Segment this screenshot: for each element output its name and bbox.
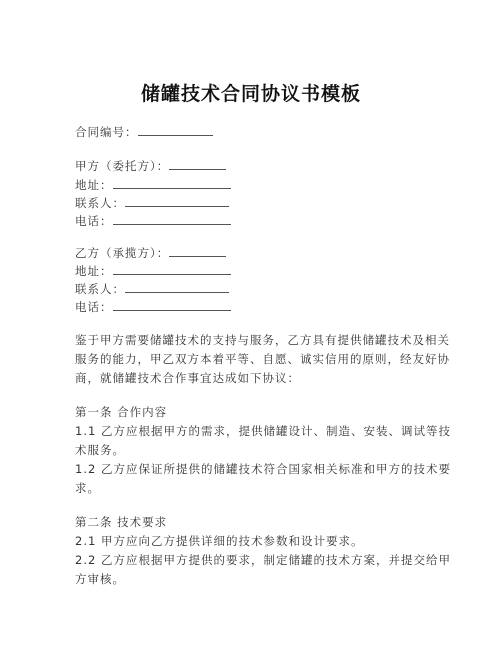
- article-2-line-1: 2.1 甲方应向乙方提供详细的技术参数和设计要求。: [75, 534, 364, 548]
- article-2-line-2: 2.2 乙方应根据甲方提供的要求，制定储罐的技术方案，并提交给甲: [75, 553, 451, 567]
- article-1-heading: 第一条 合作内容: [75, 405, 168, 419]
- article-1-line-3: 1.2 乙方应保证所提供的储罐技术符合国家相关标准和甲方的技术要: [75, 462, 451, 476]
- article-1-line-1: 1.1 乙方应根据甲方的需求，提供储罐设计、制造、安装、调试等技: [75, 424, 451, 438]
- contract-number-blank: [138, 125, 213, 136]
- party-b-heading: 乙方（承揽方）：: [75, 246, 170, 260]
- party-a-phone-label: 电话：: [75, 214, 113, 228]
- party-a-address-label: 地址：: [75, 178, 113, 192]
- party-b-address-line: [75, 263, 231, 279]
- party-a-contact-label: 联系人：: [75, 196, 125, 210]
- party-b-contact-label: 联系人：: [75, 282, 125, 296]
- article-2-line-3: 方审核。: [75, 572, 125, 586]
- party-b-address-blank: [113, 264, 231, 275]
- contract-number-label: 合同编号：: [75, 125, 138, 139]
- party-a-address-blank: [113, 178, 231, 189]
- article-1-line-2: 术服务。: [75, 443, 125, 457]
- party-b-name-blank: [169, 246, 226, 257]
- contract-number-line: [75, 124, 213, 140]
- article-2-heading: 第二条 技术要求: [75, 515, 168, 529]
- party-b-phone-blank: [113, 300, 231, 311]
- party-a-contact-line: [75, 195, 229, 211]
- party-b-phone-line: [75, 299, 231, 315]
- party-b-address-label: 地址：: [75, 264, 113, 278]
- party-a-name-blank: [169, 159, 226, 170]
- party-a-phone-blank: [113, 214, 231, 225]
- party-b-contact-blank: [125, 282, 229, 293]
- party-a-phone-line: [75, 213, 231, 229]
- party-b-phone-label: 电话：: [75, 300, 113, 314]
- article-1-line-4: 求。: [75, 481, 100, 495]
- intro-line-1: 鉴于甲方需要储罐技术的支持与服务，乙方具有提供储罐技术及相关: [75, 333, 450, 347]
- party-a-heading-line: [75, 158, 226, 174]
- intro-line-3: 商，就储罐技术合作事宜达成如下协议：: [75, 371, 300, 385]
- party-a-heading: 甲方（委托方）：: [75, 159, 170, 173]
- party-a-address-line: [75, 177, 231, 193]
- document-title: 储罐技术合同协议书模板: [140, 83, 361, 105]
- party-b-contact-line: [75, 281, 229, 297]
- intro-line-2: 服务的能力，甲乙双方本着平等、自愿、诚实信用的原则，经友好协: [75, 352, 450, 366]
- party-b-heading-line: [75, 245, 226, 261]
- party-a-contact-blank: [125, 196, 229, 207]
